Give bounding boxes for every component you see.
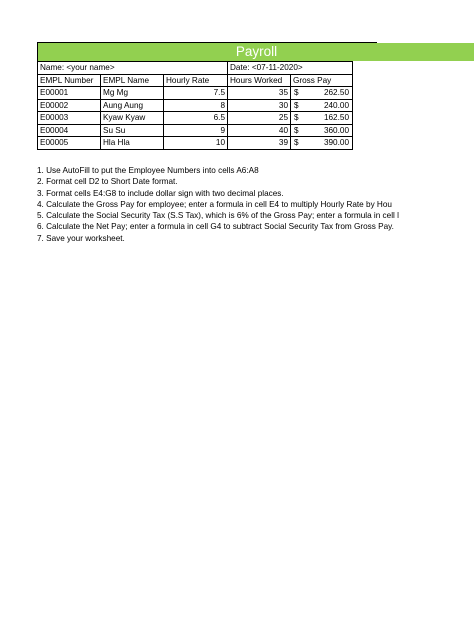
gross-pay-amount: 240.00: [323, 100, 349, 110]
hourly-rate-cell[interactable]: 8: [164, 99, 228, 112]
hourly-rate-cell[interactable]: 10: [164, 137, 228, 150]
table-row: [38, 87, 353, 100]
header-empl-number[interactable]: EMPL Number: [38, 74, 101, 87]
header-empl-name[interactable]: EMPL Name: [101, 74, 164, 87]
currency-symbol: $: [294, 138, 299, 148]
instruction-item: 6. Calculate the Net Pay; enter a formula in cell G4 to subtract Social Security Tax from Gross Pay.: [37, 222, 394, 232]
currency-symbol: $: [294, 125, 299, 135]
gross-pay-cell[interactable]: [291, 112, 353, 125]
empl-name-cell[interactable]: Su Su: [101, 124, 164, 137]
currency-symbol: $: [294, 88, 299, 98]
empl-name-cell[interactable]: Kyaw Kyaw: [101, 112, 164, 125]
hours-worked-cell[interactable]: 39: [228, 137, 291, 150]
name-date-row: [38, 62, 353, 75]
gross-pay-cell[interactable]: [291, 124, 353, 137]
table-row: [38, 137, 353, 150]
empl-name-cell[interactable]: Mg Mg: [101, 87, 164, 100]
title-banner: [37, 42, 474, 61]
gross-pay-amount: 262.50: [323, 88, 349, 98]
instructions-list: [37, 165, 474, 244]
hours-worked-cell[interactable]: 35: [228, 87, 291, 100]
table-row: [38, 99, 353, 112]
empl-number-cell[interactable]: E00005: [38, 137, 101, 150]
date-cell[interactable]: Date: <07-11-2020>: [228, 62, 353, 75]
table-row: [38, 124, 353, 137]
instruction-item: 3. Format cells E4:G8 to include dollar sign with two decimal places.: [37, 188, 284, 198]
header-hours-worked[interactable]: Hours Worked: [228, 74, 291, 87]
hours-worked-cell[interactable]: 30: [228, 99, 291, 112]
instruction-item: 1. Use AutoFill to put the Employee Numbers into cells A6:A8: [37, 166, 259, 175]
empl-number-cell[interactable]: E00004: [38, 124, 101, 137]
instruction-item: 7. Save your worksheet.: [37, 233, 125, 243]
instruction-item: 4. Calculate the Gross Pay for employee; enter a formula in cell E4 to multiply Hourly Rate by Hou: [37, 199, 392, 209]
hourly-rate-cell[interactable]: 7.5: [164, 87, 228, 100]
empl-number-cell[interactable]: E00002: [38, 99, 101, 112]
instruction-item: 2. Format cell D2 to Short Date format.: [37, 177, 178, 187]
header-hourly-rate[interactable]: Hourly Rate: [164, 74, 228, 87]
table-row: [38, 112, 353, 125]
instruction-item: 5. Calculate the Social Security Tax (S.S Tax), which is 6% of the Gross Pay; enter a formula in cell l: [37, 211, 399, 221]
gross-pay-amount: 360.00: [323, 125, 349, 135]
hourly-rate-cell[interactable]: 9: [164, 124, 228, 137]
hours-worked-cell[interactable]: 25: [228, 112, 291, 125]
empl-name-cell[interactable]: Aung Aung: [101, 99, 164, 112]
gross-pay-amount: 162.50: [323, 113, 349, 123]
payroll-table: [37, 61, 353, 150]
empl-number-cell[interactable]: E00001: [38, 87, 101, 100]
gross-pay-amount: 390.00: [323, 138, 349, 148]
empl-name-cell[interactable]: Hla Hla: [101, 137, 164, 150]
gross-pay-cell[interactable]: [291, 99, 353, 112]
hours-worked-cell[interactable]: 40: [228, 124, 291, 137]
header-gross-pay[interactable]: Gross Pay: [291, 74, 353, 87]
name-cell[interactable]: Name: <your name>: [38, 62, 228, 75]
sheet-title: Payroll: [235, 44, 278, 59]
empl-number-cell[interactable]: E00003: [38, 112, 101, 125]
currency-symbol: $: [294, 100, 299, 110]
currency-symbol: $: [294, 113, 299, 123]
header-row: [38, 74, 353, 87]
hourly-rate-cell[interactable]: 6.5: [164, 112, 228, 125]
gross-pay-cell[interactable]: [291, 87, 353, 100]
gross-pay-cell[interactable]: [291, 137, 353, 150]
